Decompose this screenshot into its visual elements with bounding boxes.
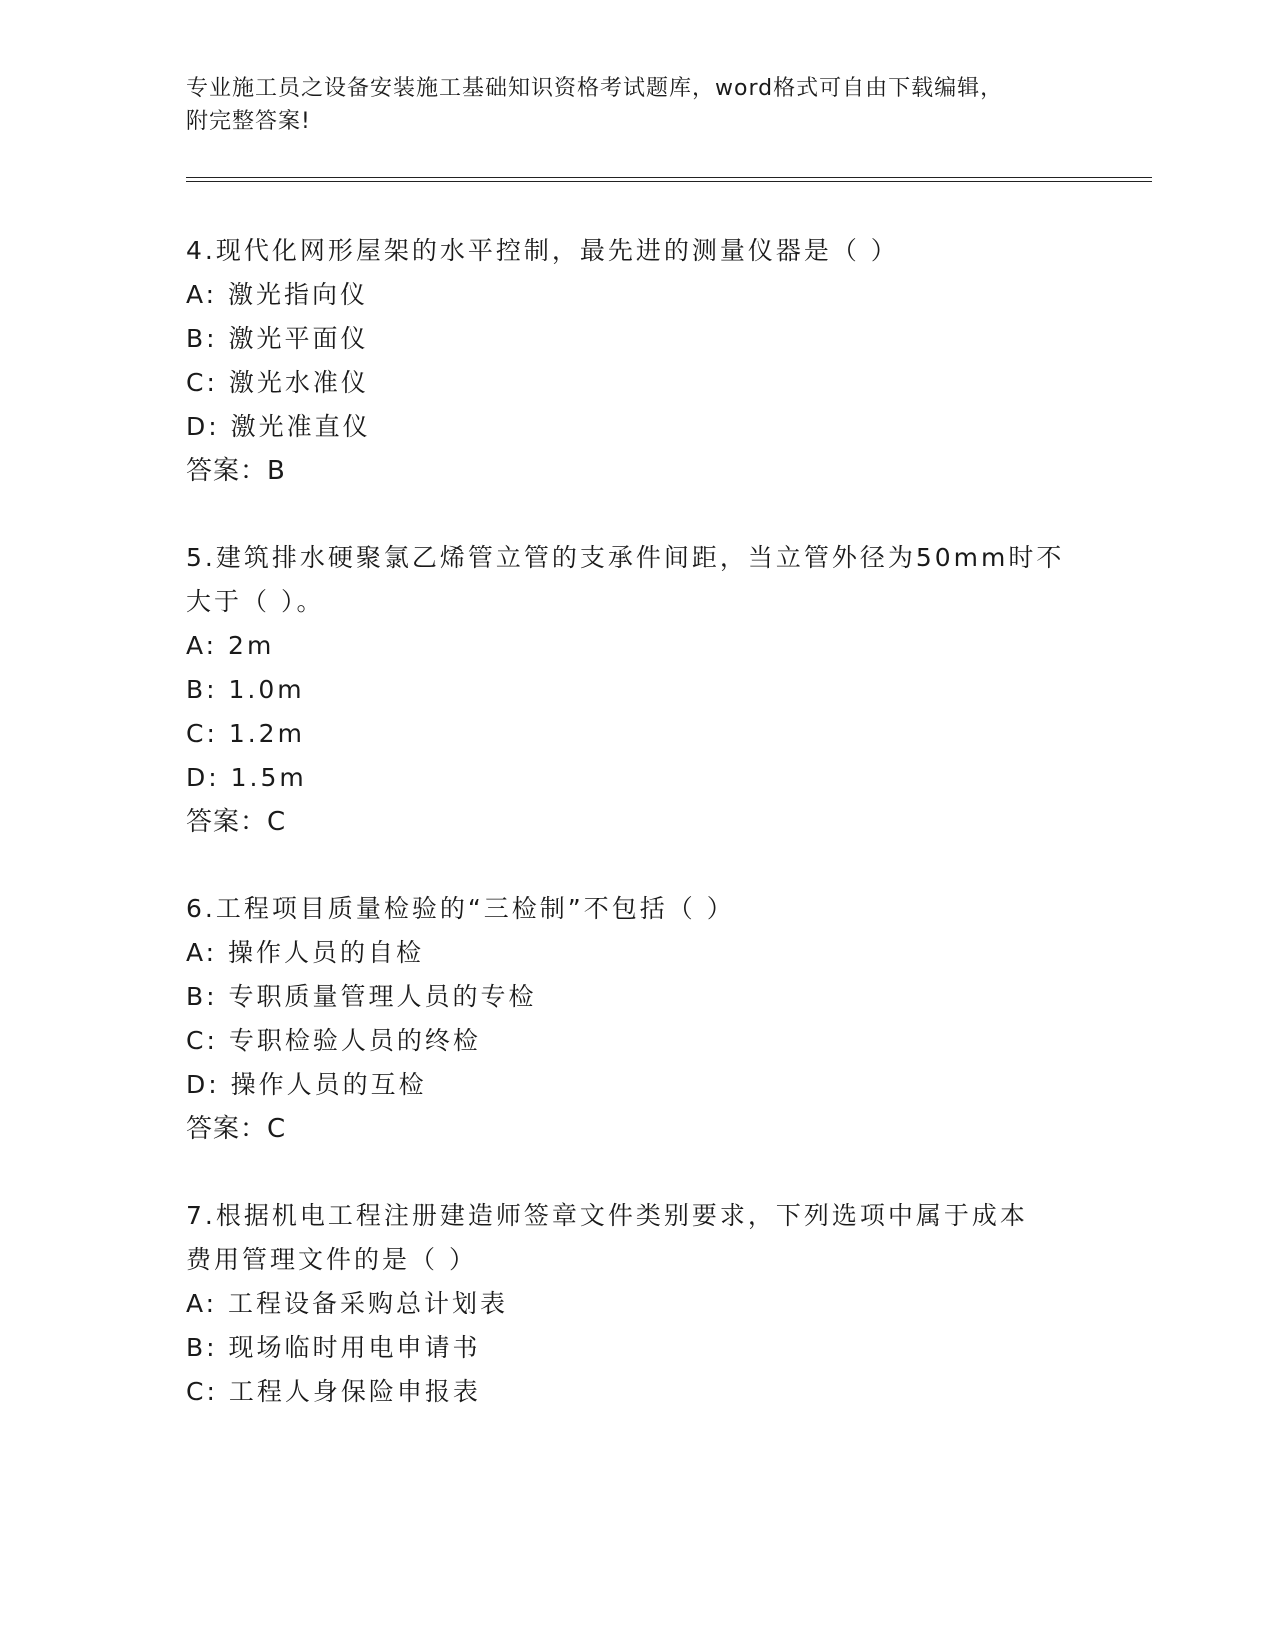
question-4-answer: 答案：B [186, 456, 286, 486]
question-5-stem-line-2: 大于（ ）。 [186, 587, 325, 616]
question-5-answer: 答案：C [186, 807, 287, 837]
question-6-answer: 答案：C [186, 1114, 287, 1144]
header-divider-top [186, 177, 1152, 178]
question-6-option-c: C: 专职检验人员的终检 [186, 1026, 481, 1055]
question-5-option-d: D: 1.5m [186, 763, 307, 792]
question-4-option-b: B: 激光平面仪 [186, 324, 369, 353]
question-5-stem-line-1: 5.建筑排水硬聚氯乙烯管立管的支承件间距，当立管外径为50mm时不 [186, 543, 1065, 572]
question-6-stem: 6.工程项目质量检验的“三检制”不包括（ ） [186, 894, 735, 923]
question-7-option-b: B: 现场临时用电申请书 [186, 1333, 481, 1362]
question-4-option-c: C: 激光水准仪 [186, 368, 369, 397]
question-6-option-a: A: 操作人员的自检 [186, 938, 425, 967]
header-line-2: 附完整答案! [186, 109, 311, 134]
question-7-stem-line-2: 费用管理文件的是（ ） [186, 1245, 477, 1274]
question-6-option-d: D: 操作人员的互检 [186, 1070, 427, 1099]
question-5-option-b: B: 1.0m [186, 675, 305, 704]
question-7-option-c: C: 工程人身保险申报表 [186, 1377, 481, 1406]
question-7-stem-line-1: 7.根据机电工程注册建造师签章文件类别要求，下列选项中属于成本 [186, 1201, 1028, 1230]
question-5-option-c: C: 1.2m [186, 719, 305, 748]
question-5-option-a: A: 2m [186, 631, 275, 660]
question-6-option-b: B: 专职质量管理人员的专检 [186, 982, 537, 1011]
question-7-option-a: A: 工程设备采购总计划表 [186, 1289, 509, 1318]
question-4-stem: 4.现代化网形屋架的水平控制，最先进的测量仪器是（ ） [186, 236, 899, 265]
header-line-1: 专业施工员之设备安装施工基础知识资格考试题库，word格式可自由下载编辑， [186, 76, 1004, 101]
question-4-option-a: A: 激光指向仪 [186, 280, 369, 309]
question-4-option-d: D: 激光准直仪 [186, 412, 371, 441]
header-divider-bottom [186, 181, 1152, 182]
document-header [186, 72, 1066, 138]
